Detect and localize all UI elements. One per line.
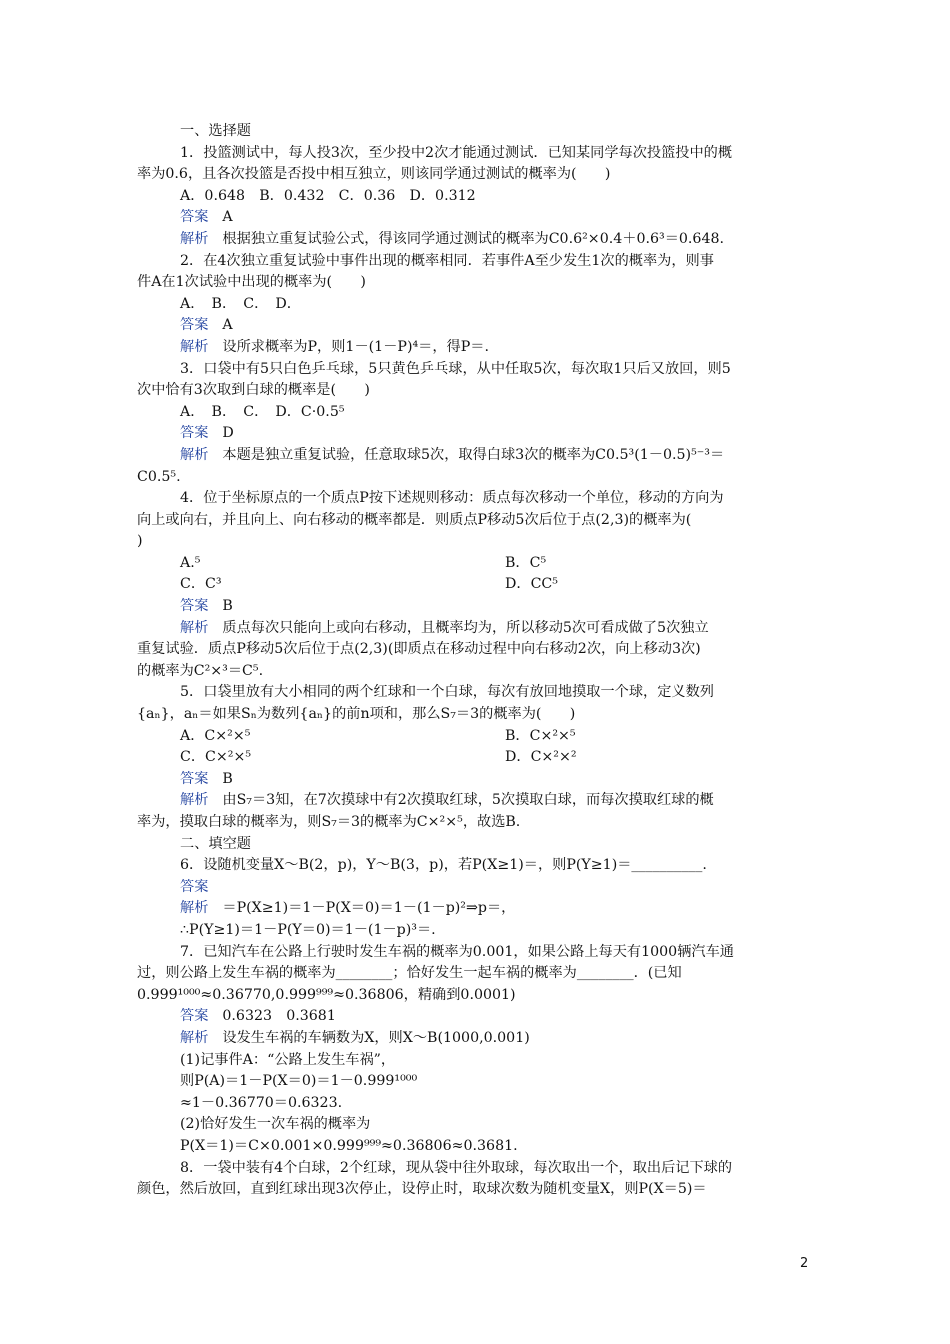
option-d: D．C×²×² [505,749,577,766]
question-3-analysis: 解析 本题是独立重复试验，任意取球5次，取得白球3次的概率为C0.5³(1－0.5)⁵⁻³＝ [180,446,725,463]
question-7-step-4: (2)恰好发生一次车祸的概率为 [180,1116,371,1133]
answer-label: 答案 [180,317,209,334]
question-3-answer: 答案 D [180,425,234,442]
question-6-analysis-cont: ∴P(Y≥1)＝1－P(Y＝0)＝1－(1－p)³＝. [180,921,436,938]
question-3-line-2: 次中恰有3次取到白球的概率是( ) [137,382,370,399]
question-4-options-row-2 [137,574,817,596]
question-4-options-row-1 [137,553,817,575]
question-2-answer: 答案 A [180,317,233,334]
answer-label: 答案 [180,1008,209,1025]
question-5-line-1: 5．口袋里放有大小相同的两个红球和一个白球，每次有放回地摸取一个球，定义数列 [180,684,714,701]
option-c: C．C×²×⁵ [180,749,252,766]
question-7-step-2: 则P(A)＝1－P(X＝0)＝1－0.999¹⁰⁰⁰ [180,1073,418,1090]
analysis-label: 解析 [180,230,209,247]
question-7-analysis: 解析 设发生车祸的车辆数为X，则X～B(1000,0.001) [180,1029,530,1046]
question-7-step-5: P(X＝1)＝C×0.001×0.999⁹⁹⁹≈0.36806≈0.3681. [180,1137,518,1154]
question-2-line-1: 2．在4次独立重复试验中事件出现的概率相同．若事件A至少发生1次的概率为，则事 [180,252,714,269]
analysis-label: 解析 [180,619,209,636]
analysis-label: 解析 [180,1029,209,1046]
question-1-line-2: 率为0.6，且各次投篮是否投中相互独立，则该同学通过测试的概率为( ) [137,166,611,183]
question-2-line-2: 件A在1次试验中出现的概率为( ) [137,274,366,291]
question-4-analysis-cont-2: 的概率为C²×³＝C⁵. [137,662,264,679]
question-4-line-3: ) [137,533,143,550]
question-1-analysis: 解析 根据独立重复试验公式，得该同学通过测试的概率为C0.6²×0.4＋0.6³＝0.648. [180,230,725,247]
question-2-analysis: 解析 设所求概率为P，则1－(1－P)⁴＝，得P＝. [180,338,489,355]
question-4-analysis-cont: 重复试验．质点P移动5次后位于点(2,3)(即质点在移动过程中向右移动2次，向上移动3次) [137,641,701,658]
answer-label: 答案 [180,878,209,895]
question-7-step-3: ≈1－0.36770＝0.6323. [180,1094,343,1111]
question-4-line-1: 4．位于坐标原点的一个质点P按下述规则移动：质点每次移动一个单位，移动的方向为 [180,490,724,507]
question-8-line-1: 8．一袋中装有4个白球，2个红球，现从袋中往外取球，每次取出一个，取出后记下球的 [180,1159,733,1176]
question-5-answer: 答案 B [180,770,233,787]
question-1-options: A．0.648 B．0.432 C．0.36 D．0.312 [180,187,476,204]
question-6-answer [137,877,817,899]
question-4-answer: 答案 B [180,598,233,615]
option-b: B．C×²×⁵ [505,727,576,744]
question-5-options-row-2 [137,747,817,769]
question-4-line-2: 向上或向右，并且向上、向右移动的概率都是．则质点P移动5次后位于点(2,3)的概率为( [137,511,692,528]
answer-label: 答案 [180,770,209,787]
question-5-line-2: {aₙ}，aₙ＝如果Sₙ为数列{aₙ}的前n项和，那么S₇＝3的概率为( ) [137,706,576,723]
question-5-analysis-cont: 率为，摸取白球的概率为，则S₇＝3的概率为C×²×⁵，故选B. [137,814,521,830]
section-heading: 一、选择题 [180,123,251,139]
section-heading: 二、填空题 [180,835,251,852]
question-2-options: A． B． C． D． [180,295,301,312]
option-a: A.⁵ [180,554,201,571]
question-6-line-1: 6．设随机变量X～B(2，p)，Y～B(3，p)，若P(X≥1)＝，则P(Y≥1)＝__________. [180,857,707,874]
option-a: A．C×²×⁵ [180,727,251,744]
question-1-line-1: 1．投篮测试中，每人投3次，至少投中2次才能通过测试．已知某同学每次投篮投中的概 [180,144,733,161]
question-7-step-1: (1)记事件A：“公路上发生车祸”， [180,1051,396,1068]
question-1-answer: 答案 A [180,209,233,226]
option-c: C．C³ [180,576,222,593]
analysis-label: 解析 [180,338,209,355]
question-3-options: A． B． C． D．C·0.5⁵ [180,403,345,420]
analysis-label: 解析 [180,900,209,917]
question-3-line-1: 3．口袋中有5只白色乒乓球，5只黄色乒乓球，从中任取5次，每次取1只后又放回，则5 [180,360,731,377]
answer-label: 答案 [180,598,209,615]
question-5-options-row-1 [137,726,817,748]
option-d: D．CC⁵ [505,576,558,593]
analysis-label: 解析 [180,446,209,463]
question-3-analysis-cont: C0.5⁵. [137,468,181,485]
question-5-analysis: 解析 由S₇＝3知，在7次摸球中有2次摸取红球，5次摸取白球，而每次摸取红球的概 [180,792,714,809]
page-number: 2 [800,1256,809,1271]
question-6-analysis: 解析 ＝P(X≥1)＝1－P(X＝0)＝1－(1－p)²⇒p＝， [180,900,516,917]
question-8-line-2: 颜色，然后放回，直到红球出现3次停止，设停止时，取球次数为随机变量X，则P(X＝5)＝ [137,1181,707,1198]
question-7-line-3: 0.999¹⁰⁰⁰≈0.36770,0.999⁹⁹⁹≈0.36806，精确到0.0001) [137,986,516,1003]
option-b: B．C⁵ [505,554,547,571]
document-body [137,121,817,1201]
answer-label: 答案 [180,209,209,226]
question-4-analysis: 解析 质点每次只能向上或向右移动，且概率均为，所以移动5次可看成做了5次独立 [180,619,709,636]
answer-label: 答案 [180,425,209,442]
analysis-label: 解析 [180,792,209,809]
question-7-line-1: 7．已知汽车在公路上行驶时发生车祸的概率为0.001，如果公路上每天有1000辆汽车通 [180,943,734,960]
question-7-answer: 答案 0.6323 0.3681 [180,1008,336,1025]
question-7-line-2: 过，则公路上发生车祸的概率为________；恰好发生一起车祸的概率为________．(已知 [137,965,682,982]
